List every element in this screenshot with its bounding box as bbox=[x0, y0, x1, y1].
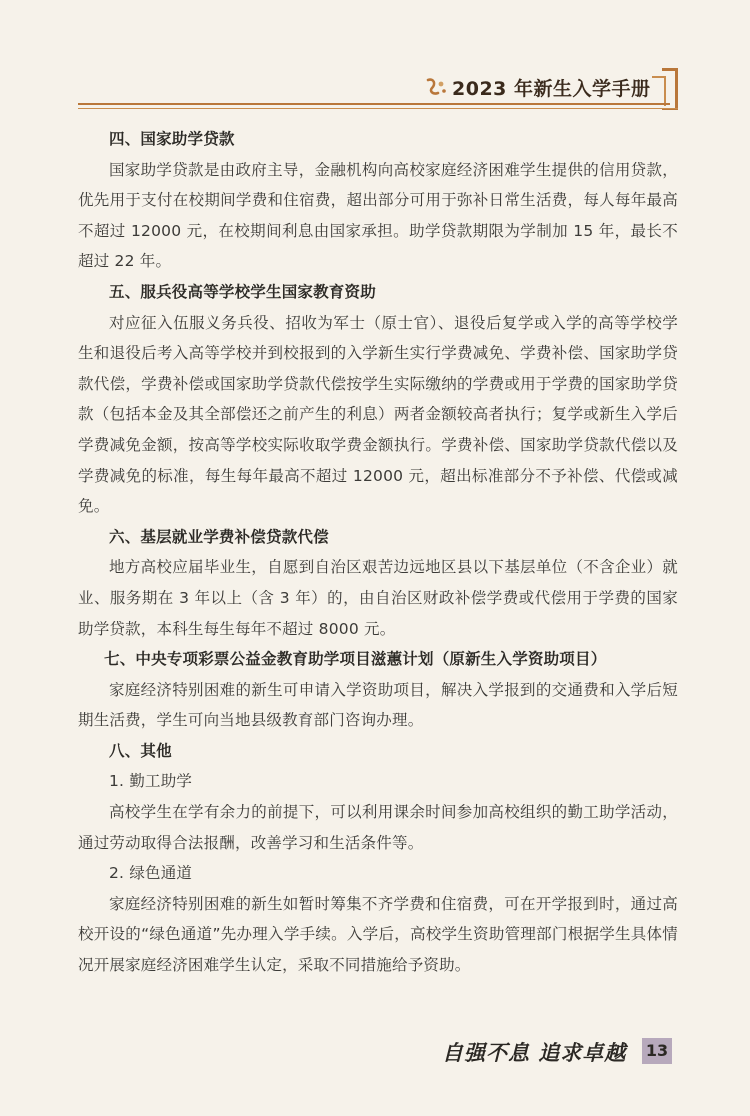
section-heading-military: 五、服兵役高等学校学生国家教育资助 bbox=[109, 282, 376, 301]
paragraph-grassroots: 地方高校应届毕业生，自愿到自治区艰苦边远地区县以下基层单位（不含企业）就业、服务期在 3 年以上（含 3 年）的，由自治区财政补偿学费或代偿用于学费的国家助学贷款，本科生每生每年不超过 8000 元。 bbox=[78, 558, 678, 638]
footer-slogan: 自强不息 追求卓越 bbox=[442, 1040, 627, 1065]
header-divider bbox=[78, 103, 670, 105]
paragraph-military: 对应征入伍服义务兵役、招收为军士（原士官）、退役后复学或入学的高等学校学生和退役后考入高等学校并到校报到的入学新生实行学费减免、学费补偿、国家助学贷款代偿，学费补偿或国家助学贷款代偿按学生实际缴纳的学费或用于学费的国家助学贷款（包括本金及其全部偿还之前产生的利息）两者金额较高者执行；复学或新生入学后学费减免金额，按高等学校实际收取学费金额执行。学费补偿、国家助学贷款代偿以及学费减免的标准，每生每年最高不超过 12000 元，超出标准部分不予补偿、代偿或减免。 bbox=[78, 313, 678, 516]
paragraph-green-channel: 家庭经济特别困难的新生如暂时筹集不齐学费和住宿费，可在开学报到时，通过高校开设的“绿色通道”先办理入学手续。入学后，高校学生资助管理部门根据学生具体情况开展家庭经济困难学生认定，采取不同措施给予资助。 bbox=[78, 894, 678, 975]
page-number: 13 bbox=[642, 1038, 672, 1064]
paragraph-loan: 国家助学贷款是由政府主导，金融机构向高校家庭经济困难学生提供的信用贷款，优先用于支付在校期间学费和住宿费，超出部分可用于弥补日常生活费，每人每年最高不超过 12000 元，在校期间利息由国家承担。助学贷款期限为学制加 15 年，最长不超过 22 年。 bbox=[78, 160, 678, 271]
section-heading-grassroots: 六、基层就业学费补偿贷款代偿 bbox=[109, 527, 329, 546]
document-body bbox=[78, 124, 678, 981]
section-heading-loan: 四、国家助学贷款 bbox=[109, 130, 235, 148]
section-heading-lottery: 七、中央专项彩票公益金教育助学项目滋蕙计划（原新生入学资助项目） bbox=[104, 650, 607, 669]
paragraph-lottery: 家庭经济特别困难的新生可申请入学资助项目，解决入学报到的交通费和入学后短期生活费，学生可向当地县级教育部门咨询办理。 bbox=[78, 680, 678, 730]
ornament-icon bbox=[424, 76, 448, 98]
section-heading-other: 八、其他 bbox=[109, 741, 172, 760]
header-divider-thin bbox=[78, 108, 678, 109]
subheading-green-channel: 2. 绿色通道 bbox=[109, 864, 193, 883]
paragraph-work-study: 高校学生在学有余力的前提下，可以利用课余时间参加高校组织的勤工助学活动，通过劳动取得合法报酬，改善学习和生活条件等。 bbox=[78, 803, 678, 852]
header-title: 2023 年新生入学手册 bbox=[452, 78, 651, 100]
page-header bbox=[0, 0, 750, 120]
subheading-work-study: 1. 勤工助学 bbox=[109, 772, 193, 791]
